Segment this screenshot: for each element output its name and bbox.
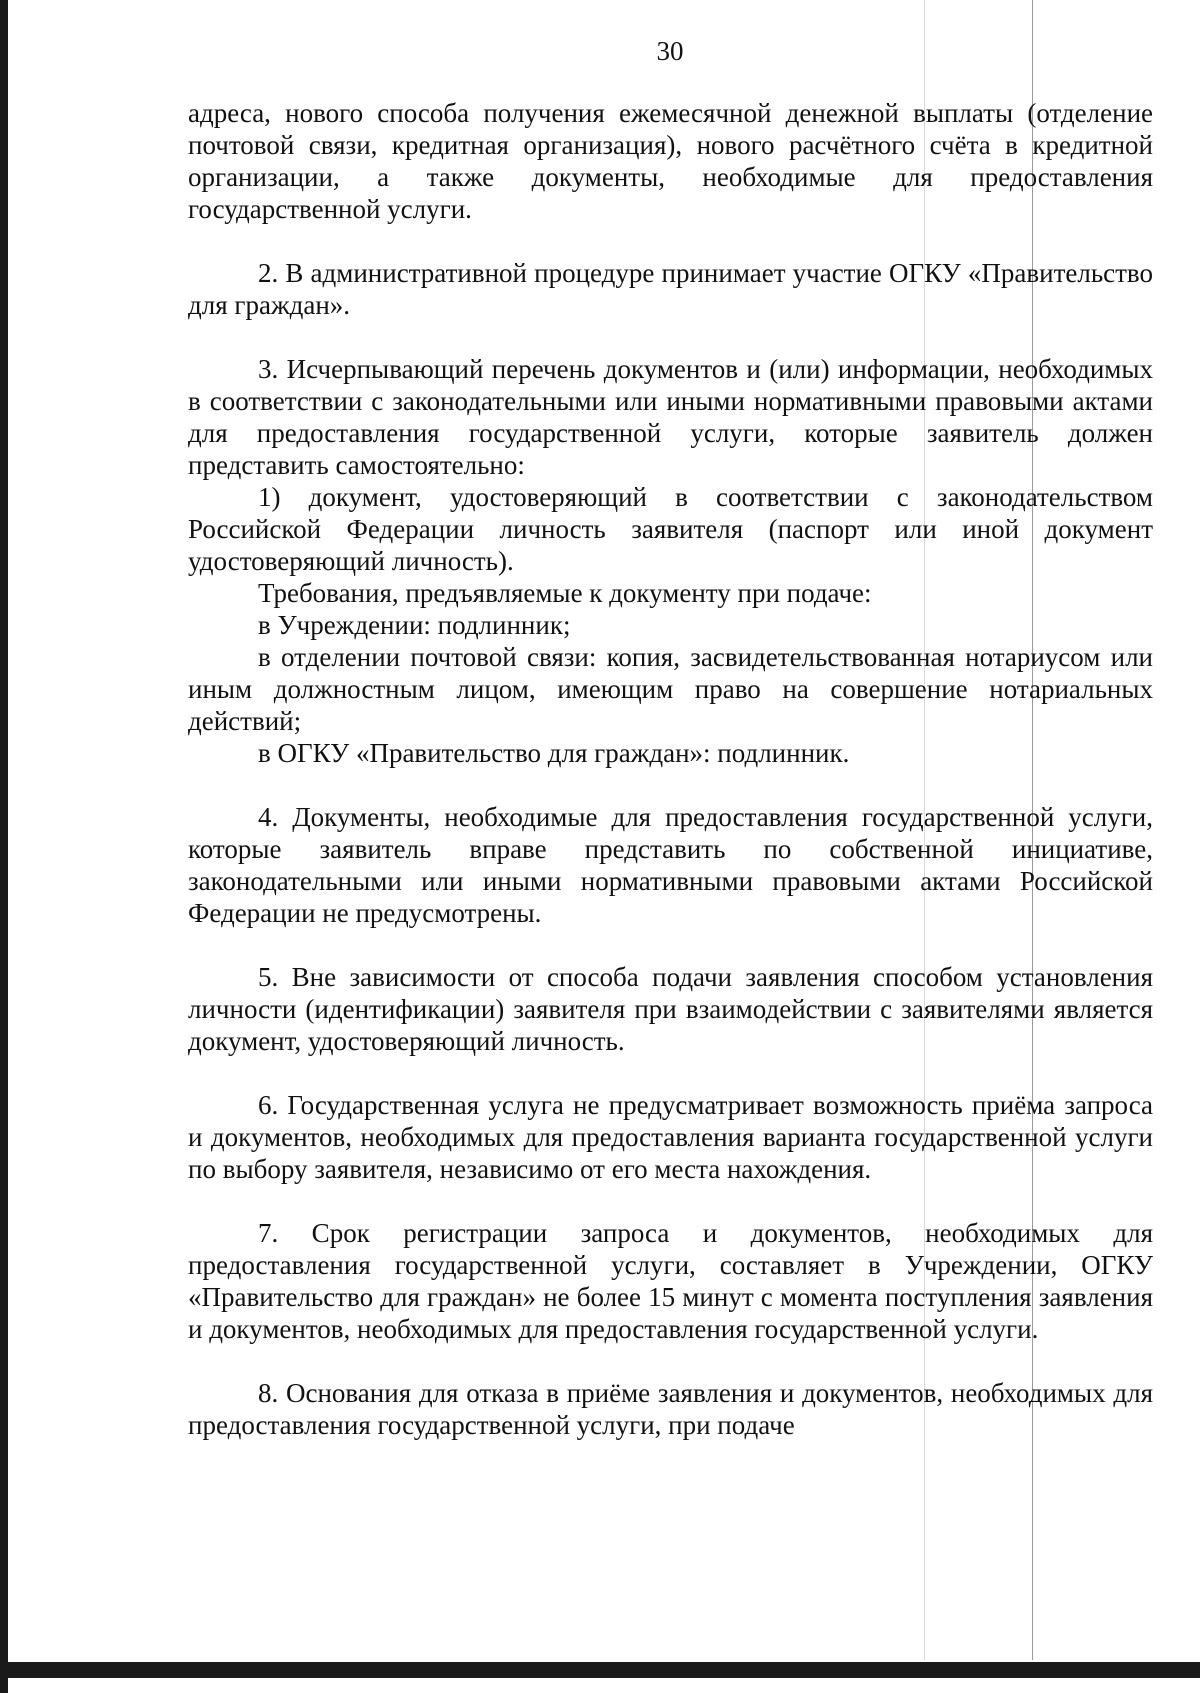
paragraph-requirements: Требования, предъявляемые к документу при подаче: <box>258 578 872 608</box>
paragraph-item-8: 8. Основания для отказа в приёме заявления и документов, необходимых для предоставления государственной услуги, при подаче <box>188 1378 1153 1440</box>
paragraph-item-6: 6. Государственная услуга не предусматривает возможность приёма запроса и документов, необходимых для предоставления варианта государственной услуги по выбору заявителя, независимо от его места нахождения. <box>188 1090 1153 1184</box>
paragraph-item-5: 5. Вне зависимости от способа подачи заявления способом установления личности (идентификации) заявителя при взаимодействии с заявителями является документ, удостоверяющий личность. <box>188 962 1153 1056</box>
scan-border-bottom <box>0 1662 1200 1678</box>
paragraph-item-3: 3. Исчерпывающий перечень документов и (или) информации, необходимых в соответствии с законодательными или иными нормативными правовыми актами для предоставления государственной услуги, которые заявитель должен представить самостоятельно: <box>188 354 1153 480</box>
document-body <box>188 97 1153 1441</box>
paragraph-requirement-post: в отделении почтовой связи: копия, засвидетельствованная нотариусом или иным должностным лицом, имеющим право на совершение нотариальных действий; <box>188 642 1153 736</box>
scan-border-left <box>0 0 8 1693</box>
paragraph-requirement-institution: в Учреждении: подлинник; <box>258 610 571 640</box>
paragraph-item-7: 7. Срок регистрации запроса и документов, необходимых для предоставления государственной услуги, составляет в Учреждении, ОГКУ «Правительство для граждан» не более 15 минут с момента поступления заявления и документов, необходимых для предоставления государственной услуги. <box>188 1218 1153 1344</box>
paragraph-requirement-ogku: в ОГКУ «Правительство для граждан»: подлинник. <box>258 738 850 768</box>
paragraph-continuation: адреса, нового способа получения ежемесячной денежной выплаты (отделение почтовой связи, кредитная организация), нового расчётного счёта в кредитной организации, а также документы, необходимые для предоставления государственной услуги. <box>188 98 1153 224</box>
page-number: 30 <box>656 36 684 66</box>
paragraph-item-4: 4. Документы, необходимые для предоставления государственной услуги, которые заявитель вправе представить по собственной инициативе, законодательными или иными нормативными правовыми актами Российской Федерации не предусмотрены. <box>188 802 1153 928</box>
paragraph-item-2: 2. В административной процедуре принимает участие ОГКУ «Правительство для граждан». <box>188 258 1153 320</box>
paragraph-subitem-1: 1) документ, удостоверяющий в соответствии с законодательством Российской Федерации личность заявителя (паспорт или иной документ удостоверяющий личность). <box>188 482 1153 576</box>
